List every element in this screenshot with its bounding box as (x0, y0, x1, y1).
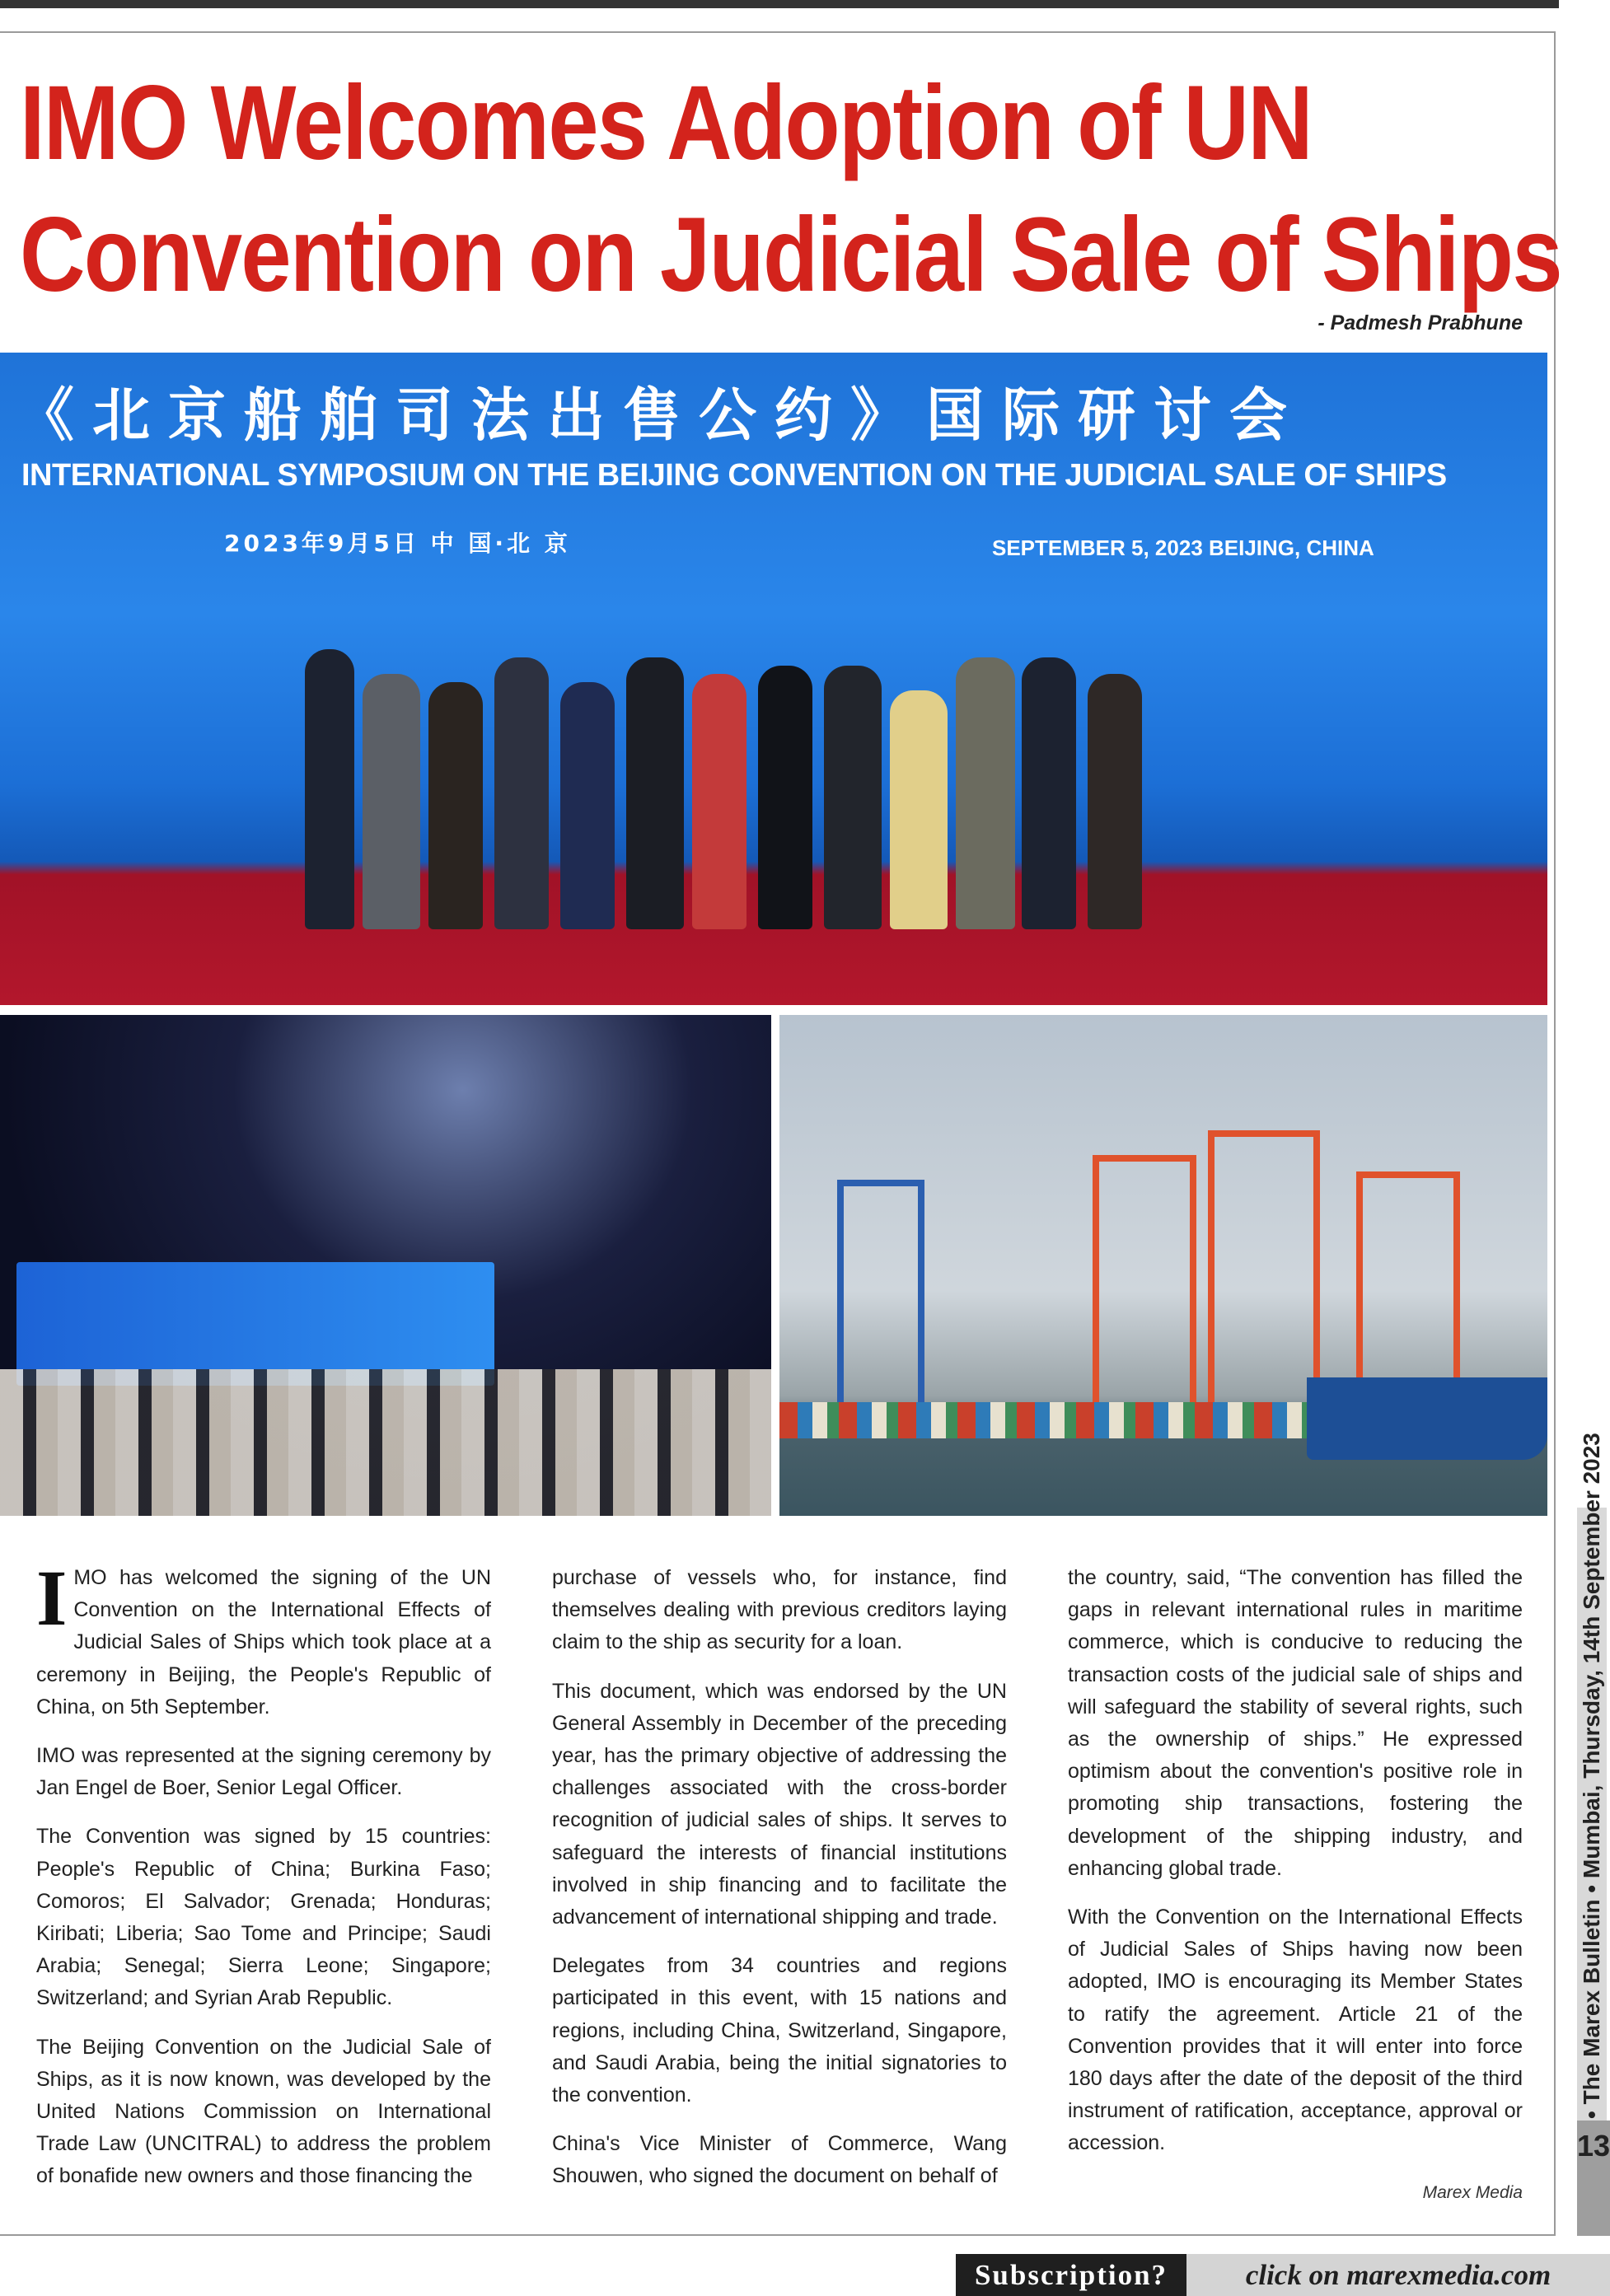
headline-line-1: IMO Welcomes Adoption of UN (20, 64, 1313, 182)
delegate-figure (428, 682, 483, 929)
banner-date-chinese: 2023年9月5日 中 国·北 京 (224, 530, 571, 557)
paragraph: This document, which was endorsed by the UN General Assembly in December of the preceding year, has the primary objective of addressing the challenges associated with the cross-border recognition of judicial sales of ships. It serves to safeguard the interests of financial institutions involved in ship financing and to facilitate the advancement of international shipping and trade. (552, 1679, 1007, 1929)
paragraph: purchase of vessels who, for instance, find themselves dealing with previous creditors laying claim to the ship as security for a loan. (552, 1566, 1007, 1654)
article-column-1 (36, 1554, 491, 2209)
article-column-3 (1068, 1562, 1523, 2225)
delegate-figure (494, 657, 549, 929)
paragraph: The Beijing Convention on the Judicial Sale of Ships, as it is now known, was developed by the United Nations Commission on International Trade Law (UNCITRAL) to address the problem of bonafide new owners and those financing the (36, 2035, 491, 2188)
delegate-figure (956, 657, 1015, 929)
paragraph: The Convention was signed by 15 countries: People's Republic of China; Burkina Faso; Comoros; El Salvador; Grenada; Honduras; Kiribati; Liberia; Sao Tome and Principe; Saudi Arabia; Senegal; Sierra Leone; Singapore; Switzerland; and Syrian Arab Republic. (36, 1825, 491, 2010)
delegate-figure (363, 674, 420, 929)
delegate-figure (692, 674, 746, 929)
crane-figure (1208, 1130, 1320, 1409)
crane-figure (1093, 1155, 1196, 1409)
paragraph (36, 1554, 491, 1723)
delegate-figure (560, 682, 615, 929)
paragraph-text: MO has welcomed the signing of the UN Convention on the International Effects of Judicial Sales of Ships which took place at a ceremony in Beijing, the People's Republic of China, on 5th September. (36, 1566, 491, 1718)
delegate-figure (305, 649, 354, 929)
drop-cap: I (36, 1554, 68, 1642)
article-column-2 (552, 1562, 1007, 2209)
banner-title-chinese: 《北京船舶司法出售公约》国际研讨会 (16, 381, 1305, 449)
banner-title-english: INTERNATIONAL SYMPOSIUM ON THE BEIJING CONVENTION ON THE JUDICIAL SALE OF SHIPS (21, 458, 1447, 493)
delegate-figure (1088, 674, 1142, 929)
delegate-figure (1022, 657, 1076, 929)
byline: - Padmesh Prabhune (1317, 311, 1523, 334)
delegate-figure (626, 657, 684, 929)
page-number: 13 (1577, 2121, 1610, 2236)
paragraph: IMO was represented at the signing ceremony by Jan Engel de Boer, Senior Legal Officer. (36, 1744, 491, 1800)
port-cranes-photo (779, 1015, 1547, 1516)
symposium-group-photo (0, 353, 1547, 1005)
top-rule (0, 0, 1559, 8)
subscription-link[interactable]: click on marexmedia.com (1186, 2254, 1610, 2296)
paragraph: With the Convention on the International Effects of Judicial Sales of Ships having now been adopted, IMO is encouraging its Member States to ratify the agreement. Article 21 of the Convention provides that it will enter into force 180 days after the date of the deposit of the third instrument of ratification, acceptance, approval or accession. (1068, 1906, 1523, 2155)
crane-figure (1356, 1171, 1460, 1409)
paragraph: China's Vice Minister of Commerce, Wang Shouwen, who signed the document on behalf of (552, 2132, 1007, 2188)
sidebar-publication-info: • The Marex Bulletin • Mumbai, Thursday, 14th September 2023 (1579, 1433, 1604, 2119)
stage-screen (16, 1262, 494, 1386)
crane-figure (837, 1180, 924, 1409)
audience (0, 1369, 771, 1516)
container-ship (1307, 1377, 1547, 1460)
paragraph: the country, said, “The convention has filled the gaps in relevant international rules in maritime commerce, which is conducive to reducing the transaction costs of the judicial sale of ships and will safeguard the stability of several rights, such as the ownership of ships.” He expressed optimism about the convention's positive role in promoting ship transactions, fostering the development of the shipping industry, and enhancing global trade. (1068, 1566, 1523, 1880)
headline (20, 58, 1561, 321)
delegate-figure (758, 666, 812, 929)
subscription-label: Subscription? (956, 2254, 1186, 2296)
delegates-group (297, 600, 1252, 929)
headline-line-2: Convention on Judicial Sale of Ships (20, 196, 1561, 314)
paragraph: Delegates from 34 countries and regions participated in this event, with 15 nations and regions, including China, Switzerland, Singapore, and Saudi Arabia, being the initial signatories to the convention. (552, 1954, 1007, 2107)
source-credit: Marex Media (1422, 2182, 1523, 2202)
delegate-figure (890, 690, 948, 929)
delegate-figure (824, 666, 882, 929)
conference-hall-photo (0, 1015, 771, 1516)
banner-date-english: SEPTEMBER 5, 2023 BEIJING, CHINA (992, 535, 1374, 560)
